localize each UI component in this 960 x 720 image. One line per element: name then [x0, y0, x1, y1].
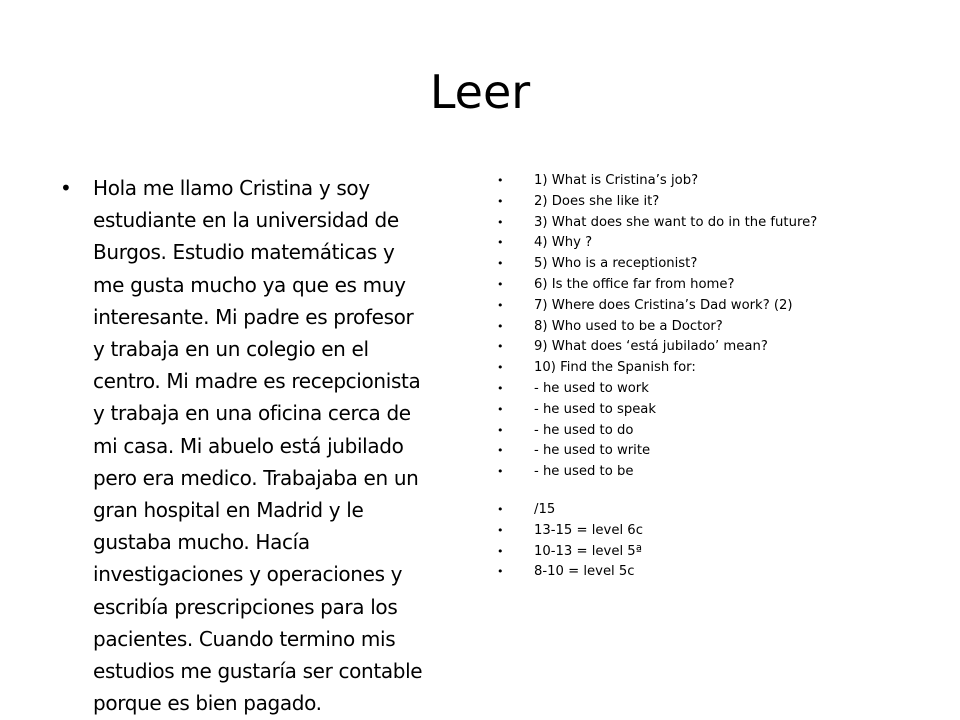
- reading-line: pacientes. Cuando termino mis: [93, 626, 396, 651]
- reading-line: pero era medico. Trabajaba en un: [93, 465, 419, 490]
- reading-line: interesante. Mi padre es profesor: [93, 304, 414, 329]
- slide-title: Leer: [429, 65, 531, 119]
- question-text: 6) Is the office far from home?: [534, 276, 735, 292]
- bullet-icon: •: [497, 257, 504, 271]
- bullet-icon: •: [497, 402, 504, 416]
- reading-line: y trabaja en un colegio en el: [93, 337, 369, 362]
- question-text: 5) Who is a receptionist?: [534, 256, 698, 272]
- scoring-item: [497, 562, 937, 583]
- question-text: - he used to do: [534, 422, 634, 438]
- scoring-text: 13-15 = level 6c: [534, 522, 643, 538]
- question-text: 10) Find the Spanish for:: [534, 360, 696, 376]
- scoring-text: 8-10 = level 5c: [534, 564, 635, 580]
- reading-line: gran hospital en Madrid y le: [93, 498, 364, 523]
- bullet-icon: •: [497, 236, 504, 250]
- reading-line: porque es bien pagado.: [93, 691, 322, 716]
- bullet-icon: •: [497, 361, 504, 375]
- question-item: [497, 379, 937, 400]
- question-item: [497, 192, 937, 213]
- bullet-icon: •: [497, 465, 504, 479]
- bullet-icon: •: [497, 194, 504, 208]
- reading-line: gustaba mucho. Hacía: [93, 530, 310, 555]
- question-text: - he used to write: [534, 443, 651, 459]
- reading-passage: [60, 172, 480, 719]
- bullet-icon: •: [497, 444, 504, 458]
- question-item: [497, 254, 937, 275]
- scoring-item: [497, 542, 937, 563]
- reading-line: estudiante en la universidad de: [93, 208, 399, 233]
- question-item: [497, 462, 937, 483]
- reading-bullet: [60, 172, 480, 719]
- bullet-icon: •: [497, 502, 504, 516]
- question-item: [497, 400, 937, 421]
- scoring-text: /15: [534, 501, 556, 517]
- question-item: [497, 213, 937, 234]
- reading-line: Hola me llamo Cristina y soy: [93, 176, 370, 200]
- bullet-icon: •: [497, 523, 504, 537]
- question-text: - he used to speak: [534, 401, 657, 417]
- bullet-icon: •: [497, 565, 504, 579]
- bullet-icon: •: [497, 423, 504, 437]
- scoring-text: 10-13 = level 5ª: [534, 543, 642, 559]
- question-item: [497, 317, 937, 338]
- bullet-icon: •: [497, 544, 504, 558]
- reading-line: estudios me gustaría ser contable: [93, 659, 423, 684]
- questions-list: [497, 171, 937, 583]
- question-item: [497, 296, 937, 317]
- reading-line: Burgos. Estudio matemáticas y: [93, 240, 395, 265]
- question-text: 2) Does she like it?: [534, 193, 660, 209]
- bullet-icon: •: [497, 319, 504, 333]
- reading-line: y trabaja en una oficina cerca de: [93, 401, 411, 426]
- bullet-icon: •: [60, 176, 72, 200]
- question-text: 4) Why ?: [534, 235, 593, 251]
- question-text: 9) What does ‘está jubilado’ mean?: [534, 339, 768, 355]
- question-item: [497, 358, 937, 379]
- bullet-icon: •: [497, 215, 504, 229]
- bullet-icon: •: [497, 298, 504, 312]
- question-item: [497, 233, 937, 254]
- reading-line: me gusta mucho ya que es muy: [93, 272, 406, 297]
- bullet-icon: •: [497, 381, 504, 395]
- question-text: 8) Who used to be a Doctor?: [534, 318, 723, 334]
- scoring-item: [497, 500, 937, 521]
- bullet-icon: •: [497, 174, 504, 187]
- bullet-icon: •: [497, 277, 504, 291]
- question-item: [497, 171, 937, 192]
- question-text: 3) What does she want to do in the future?: [534, 214, 818, 230]
- reading-line: centro. Mi madre es recepcionista: [93, 369, 421, 394]
- question-text: 1) What is Cristina’s job?: [534, 173, 699, 188]
- question-text: - he used to be: [534, 464, 634, 480]
- reading-line: escribía prescripciones para los: [93, 594, 398, 619]
- reading-line: investigaciones y operaciones y: [93, 562, 403, 587]
- question-item: [497, 441, 937, 462]
- reading-line: mi casa. Mi abuelo está jubilado: [93, 433, 404, 458]
- bullet-icon: •: [497, 340, 504, 354]
- question-text: - he used to work: [534, 380, 649, 396]
- question-item: [497, 421, 937, 442]
- question-text: 7) Where does Cristina’s Dad work? (2): [534, 297, 793, 313]
- list-spacer: [497, 483, 937, 500]
- question-item: [497, 275, 937, 296]
- scoring-item: [497, 521, 937, 542]
- question-item: [497, 337, 937, 358]
